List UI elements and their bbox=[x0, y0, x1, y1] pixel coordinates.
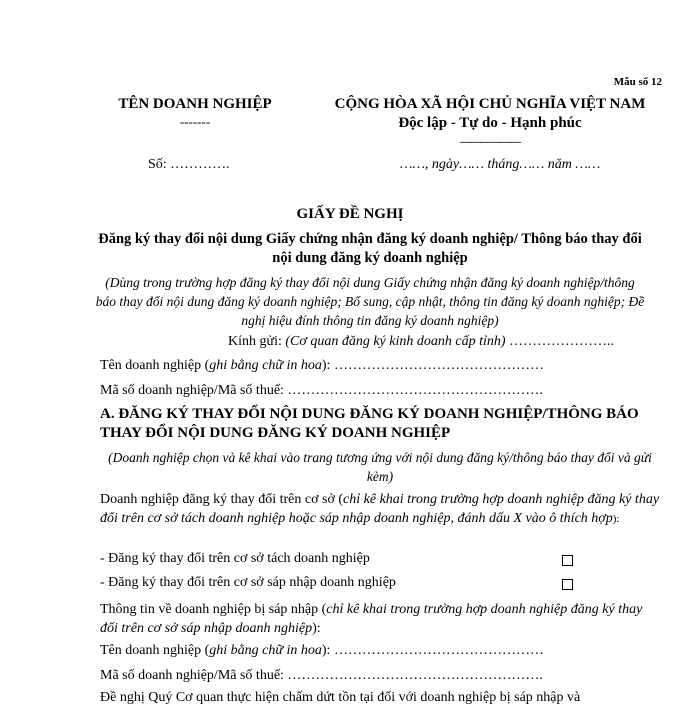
company-name-hint: ghi bằng chữ in hoa bbox=[209, 358, 322, 373]
motto-underline: —————— bbox=[460, 136, 520, 148]
tax-code-field: Mã số doanh nghiệp/Mã số thuế: ………………………………………………. bbox=[100, 383, 543, 398]
merged-name-label: Tên doanh nghiệp ( bbox=[100, 643, 210, 658]
company-name-field bbox=[100, 358, 544, 374]
company-name-dash: ------- bbox=[179, 114, 211, 129]
merged-company-name-field bbox=[100, 643, 544, 659]
company-name-dots: ): ……………………………………… bbox=[321, 358, 544, 373]
option-split-label: - Đăng ký thay đổi trên cơ sở tách doanh nghiệp bbox=[100, 551, 370, 566]
option-merge-label: - Đăng ký thay đổi trên cơ sở sáp nhập doanh nghiệp bbox=[100, 575, 396, 590]
option-merge-checkbox[interactable] bbox=[562, 579, 573, 590]
addressee-dots: ………………….. bbox=[505, 334, 615, 349]
document-title: GIẤY ĐỀ NGHỊ bbox=[296, 206, 404, 222]
form-number: Mẫu số 12 bbox=[613, 76, 662, 88]
document-subtitle: Đăng ký thay đổi nội dung Giấy chứng nhận đăng ký doanh nghiệp/ Thông báo thay đổi nội dung đăng ký doanh nghiệp bbox=[98, 231, 642, 266]
basis-hint: chỉ kê khai trong trường hợp doanh nghiệp đăng ký thay đổi trên cơ sở tách doanh nghiệp hoặc sáp nhập doanh nghiệp, đánh dấu X vào ô thích hợp bbox=[100, 492, 660, 526]
company-name-header: TÊN DOANH NGHIỆP bbox=[118, 96, 272, 112]
basis-intro: Doanh nghiệp đăng ký thay đổi trên cơ sở ( bbox=[100, 492, 344, 507]
request-paragraph-cut: Đề nghị Quý Cơ quan thực hiện chấm dứt tồn tại đối với doanh nghiệp bị sáp nhập và bbox=[100, 690, 581, 705]
section-a-note: (Doanh nghiệp chọn và kê khai vào trang tương ứng với nội dung đăng ký/thông báo thay đổi và gửi kèm) bbox=[108, 450, 652, 484]
addressee-value: (Cơ quan đăng ký kinh doanh cấp tỉnh) bbox=[285, 334, 506, 349]
merged-name-hint: ghi bằng chữ in hoa bbox=[209, 643, 322, 658]
merged-tax-code-field: Mã số doanh nghiệp/Mã số thuế: ………………………………………………. bbox=[100, 668, 543, 683]
addressee-label: Kính gửi: bbox=[228, 334, 286, 349]
merged-info-paragraph bbox=[100, 600, 660, 638]
section-a-heading: A. ĐĂNG KÝ THAY ĐỔI NỘI DUNG ĐĂNG KÝ DOANH NGHIỆP/THÔNG BÁO THAY ĐỔI NỘI DUNG ĐĂNG KÝ DOANH NGHIỆP bbox=[100, 406, 639, 441]
usage-note: (Dùng trong trường hợp đăng ký thay đổi nội dung Giấy chứng nhận đăng ký doanh nghiệp/thông báo thay đổi nội dung đăng ký doanh nghiệp; Bổ sung, cập nhật, thông tin đăng ký doanh nghiệp; Đề nghị hiệu đính thông tin đăng ký doanh nghiệp) bbox=[95, 275, 645, 328]
national-title: CỘNG HÒA XÃ HỘI CHỦ NGHĨA VIỆT NAM bbox=[334, 96, 646, 112]
document-date: ……, ngày…… tháng…… năm …… bbox=[400, 157, 601, 172]
basis-paragraph bbox=[100, 490, 660, 529]
document-number: Số: …………. bbox=[148, 157, 230, 172]
merged-hint: chỉ kê khai trong trường hợp doanh nghiệp đăng ký thay đổi trên cơ sở sáp nhập doanh nghiệp bbox=[100, 602, 643, 636]
addressee-line bbox=[228, 334, 614, 350]
company-name-label: Tên doanh nghiệp ( bbox=[100, 358, 210, 373]
merged-name-dots: ): ……………………………………… bbox=[321, 643, 544, 658]
option-split-checkbox[interactable] bbox=[562, 555, 573, 566]
merged-tail: ): bbox=[312, 621, 321, 636]
merged-intro: Thông tin về doanh nghiệp bị sáp nhập ( bbox=[100, 602, 327, 617]
national-motto: Độc lập - Tự do - Hạnh phúc bbox=[398, 115, 582, 131]
basis-tail: ): bbox=[612, 513, 620, 525]
